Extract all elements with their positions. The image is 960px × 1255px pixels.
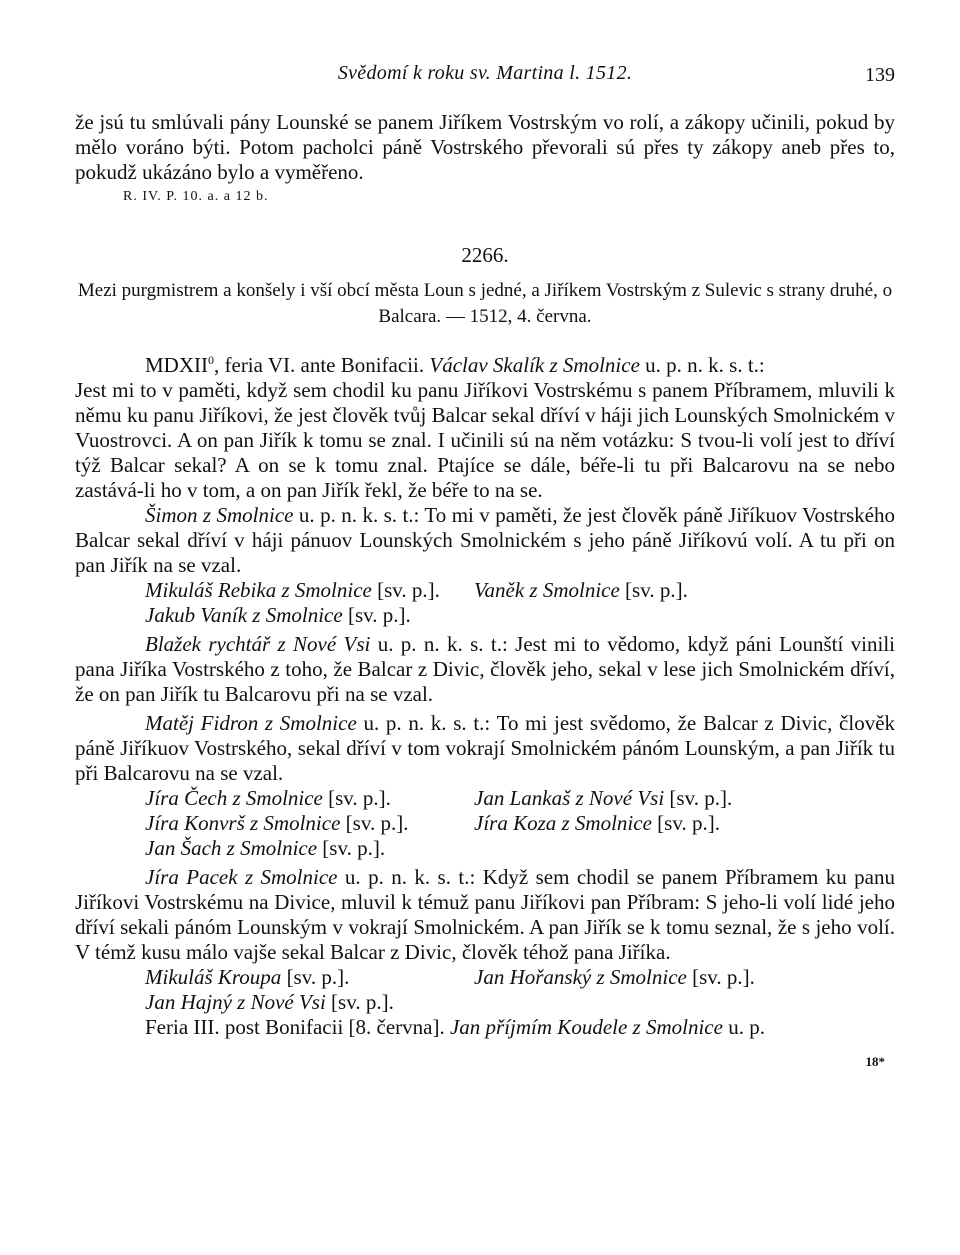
date-line	[75, 348, 895, 378]
co-witness-name: Jíra Čech z Smolnice	[145, 786, 323, 810]
page-body	[75, 110, 896, 1069]
document-regest: Mezi purgmistrem a konšely i vší obcí města Loun s jedné, a Jiříkem Vostrským z Sulevic s strany druhé, o Balcara. — 1512, 4. června.	[77, 280, 893, 327]
witness-testimony	[75, 503, 895, 578]
co-witness-row	[75, 965, 895, 990]
co-witness	[75, 965, 474, 990]
co-witness	[474, 811, 720, 836]
witness-testimony	[75, 865, 895, 965]
co-witness-name: Jan Šach z Smolnice	[145, 836, 318, 860]
witness-testimony	[75, 632, 895, 707]
co-witness	[474, 578, 688, 603]
oath-formula: u. p. n. k. s. t.:	[639, 353, 765, 377]
witness-name: Šimon z Smolnice	[145, 503, 294, 527]
witness-name: Jíra Pacek z Smolnice	[145, 865, 338, 889]
document-number: 2266.	[461, 243, 509, 267]
witness-name: Matěj Fidron z Smolnice	[145, 711, 357, 735]
co-witness-name: Jakub Vaník z Smolnice	[145, 603, 343, 627]
witness-testimony: Jest mi to v paměti, když sem chodil ku panu Jiříkovi Vostrskému s panem Příbramem, mluvili k němu ku panu Jiříkovi, že jest člověk tvůj Balcar sekal dříví v háji jich Lounských Smolnickém v Vuostrovci. A on pan Jiřík k tomu se znal. I učinili sú na něm votázku: S tvou-li volí jest to dříví týž Balcar sekal? A on se k tomu znal. Ptajíce se dále, béře-li tu při Balcarovu na se nebo zastává-li ho v tom, a on pan Jiřík řekl, že béře to na se.	[75, 378, 895, 502]
co-witness	[75, 836, 385, 861]
final-date: Feria III. post Bonifacii [8. června].	[145, 1015, 450, 1039]
co-witness-row	[75, 578, 895, 603]
oath-formula: u. p.	[722, 1015, 765, 1039]
oath-formula: u. p. n. k. s. t.:	[293, 503, 420, 527]
witness-name: Blažek rychtář z Nové Vsi	[145, 632, 371, 656]
co-witness-name: Jíra Koza z Smolnice	[474, 811, 652, 835]
co-witness-tag: [sv. p.].	[342, 603, 411, 627]
witness-name: Jan příjmím Koudele z Smolnice	[449, 1015, 723, 1039]
oath-formula: u. p. n. k. s. t.:	[337, 865, 476, 889]
co-witness-row	[75, 836, 895, 861]
co-witness-tag: [sv. p.].	[686, 965, 755, 989]
intro-paragraph: že jsú tu smlúvali pány Lounské se panem Jiříkem Vostrským vo rolí, a zákopy učinili, pokud by mělo voráno býti. Potom pacholci páně Vostrského převorali sú přes ty zákopy aneb přes to, pokudž ukázáno bylo a vyměřeno.	[75, 110, 895, 184]
co-witness-tag: [sv. p.].	[317, 836, 386, 860]
testimony-text: Jest mi to vědomo, když páni Lounští vinili pana Jiříka Vostrského z toho, že Balcar z Divic, člověk jeho, sekal v lese jich Smolnickém dříví, že on pan Jiřík tu Balcarovu při na se vzal.	[75, 632, 896, 706]
co-witness-name: Mikuláš Kroupa	[145, 965, 282, 989]
testimony-text: To mi v paměti, že jest člověk páně Jiříkuov Vostrského Balcar sekal dříví v háji pánuov Lounských Smolnickém s jeho páně Jiříkovú volí. A tu při on pan Jiřík na se vzal.	[75, 503, 896, 577]
co-witness-row	[75, 811, 895, 836]
co-witness-name: Mikuláš Rebika z Smolnice	[145, 578, 372, 602]
testimony-text: To mi jest svědomo, že Balcar z Divic, člověk páně Jiříkuov Vostrského, sekal dříví v tom vokrají Smolnickém pánóm Lounským, a pan Jiřík tu při Balcarovu na se vzal.	[75, 711, 896, 785]
date-year-superscript: 0	[208, 353, 214, 367]
co-witness-name: Jan Lankaš z Nové Vsi	[474, 786, 665, 810]
date-year: MDXII	[145, 353, 208, 377]
co-witness-row	[75, 990, 895, 1015]
co-witness	[75, 811, 474, 836]
co-witness-name: Vaněk z Smolnice	[474, 578, 620, 602]
co-witness-row	[75, 786, 895, 811]
co-witness-tag: [sv. p.].	[340, 811, 409, 835]
co-witness	[474, 965, 755, 990]
page-header	[75, 60, 895, 92]
oath-formula: u. p. n. k. s. t.:	[356, 711, 491, 735]
co-witness-tag: [sv. p.].	[322, 786, 391, 810]
co-witness-name: Jan Hořanský z Smolnice	[474, 965, 687, 989]
witness-testimony	[75, 711, 895, 786]
co-witness	[75, 578, 474, 603]
co-witness-tag: [sv. p.].	[281, 965, 350, 989]
witness-name: Václav Skalík z Smolnice	[429, 353, 640, 377]
co-witness-tag: [sv. p.].	[371, 578, 440, 602]
co-witness-tag: [sv. p.].	[664, 786, 733, 810]
date-feria: , feria VI. ante Bonifacii.	[214, 353, 425, 377]
co-witness-tag: [sv. p.].	[325, 990, 394, 1014]
final-entry	[75, 1015, 895, 1040]
running-head: Svědomí k roku sv. Martina l. 1512.	[337, 62, 633, 84]
co-witness-name: Jan Hajný z Nové Vsi	[145, 990, 326, 1014]
page-number: 139	[865, 64, 895, 86]
co-witness-name: Jíra Konvrš z Smolnice	[145, 811, 341, 835]
co-witness-tag: [sv. p.].	[619, 578, 688, 602]
testimony-text: Když sem chodil se panem Příbramem ku panu Jiříkovi Vostrskému na Divice, mluvil k témuž panu Jiříkovi pan Příbram: S jeho-li volí lidé jeho dříví sekali pánóm Lounským v vokrají Smolnickém. A pan Jiřík se k tomu seznal, že s jeho volí. V témž kusu málo vajše sekal Balcar z Divic, člověk téhož pana Jiříka.	[75, 865, 895, 964]
co-witness-tag: [sv. p.].	[651, 811, 720, 835]
archive-reference: R. IV. P. 10. a. a 12 b.	[123, 189, 269, 204]
co-witness	[75, 990, 394, 1015]
co-witness	[75, 603, 411, 628]
oath-formula: u. p. n. k. s. t.:	[370, 632, 508, 656]
co-witness	[474, 786, 732, 811]
co-witness	[75, 786, 474, 811]
signature-mark: 18*	[865, 1054, 885, 1069]
co-witness-row	[75, 603, 895, 628]
